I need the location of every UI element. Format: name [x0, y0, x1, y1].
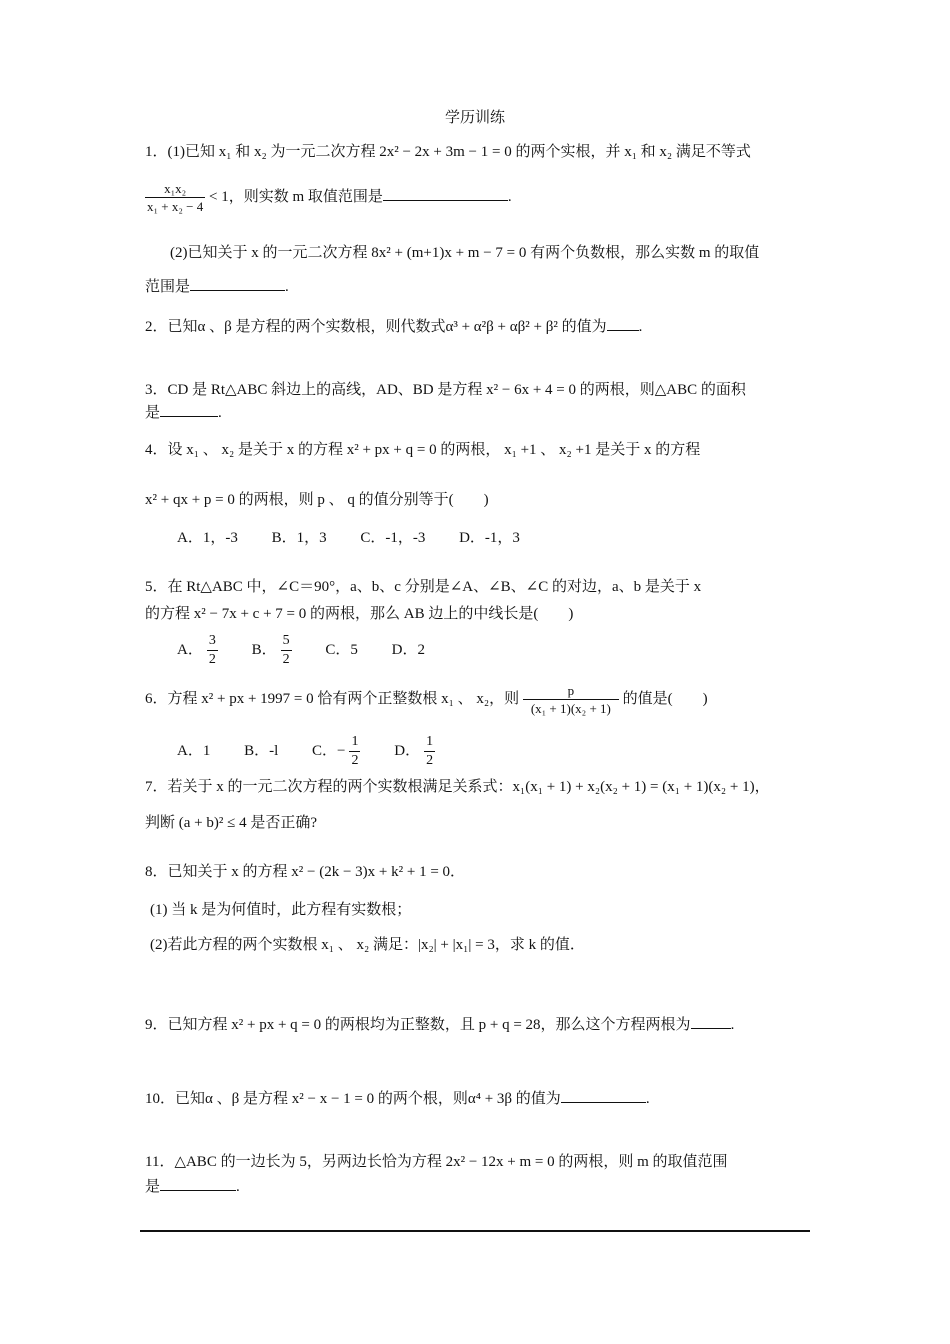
q5-choice-b-label: B． — [251, 641, 277, 658]
q5-choice-b-num: 5 — [281, 632, 292, 651]
q6-choice-d-label: D． — [394, 742, 421, 759]
q5-choices — [177, 632, 455, 669]
q5-choice-b-den: 2 — [282, 652, 290, 667]
q5-choice-a[interactable] — [177, 632, 218, 669]
q1-fraction — [145, 180, 205, 215]
q3-period: . — [218, 405, 222, 421]
q1-frac-num: x₁x₂ — [145, 180, 205, 198]
q6-choice-b[interactable]: B．-l — [244, 742, 279, 759]
q5-choice-a-fraction — [207, 632, 218, 669]
q6-choice-d-fraction — [424, 733, 435, 770]
q4-choices — [177, 528, 550, 548]
q3-line2-text: 是 — [145, 405, 161, 421]
q5-choice-a-num: 3 — [207, 632, 218, 651]
q6-line1-text: 6．方程 x² + px + 1997 = 0 恰有两个正整数根 x₁ 、 x₂，则 — [145, 690, 520, 707]
q6-choice-d-den: 2 — [426, 753, 434, 768]
q11-line1: 11．△ABC 的一边长为 5，另两边长恰为方程 2x² − 12x + m = 0 的两根，则 m 的取值范围 — [145, 1154, 728, 1170]
q10-answer-blank[interactable] — [561, 1088, 646, 1103]
q6-frac-num: p — [523, 682, 619, 700]
q6-line1 — [145, 682, 708, 717]
q3-line2 — [145, 402, 222, 423]
q1-line2-tail: < 1，则实数 m 取值范围是 — [208, 188, 383, 205]
q7-line2: 判断 (a + b)² ≤ 4 是否正确? — [145, 815, 317, 831]
q6-choice-c-fraction — [349, 733, 360, 770]
q4-choice-b[interactable]: B．1，3 — [271, 530, 327, 546]
q3-line1: 3．CD 是 Rt△ABC 斜边上的高线，AD、BD 是方程 x² − 6x + 4 = 0 的两根，则△ABC 的面积 — [145, 382, 746, 398]
q9-text: 9．已知方程 x² + px + q = 0 的两根均为正整数，且 p + q = 28，那么这个方程两根为 — [145, 1017, 691, 1033]
q4-choice-d[interactable]: D．-1，3 — [459, 530, 520, 546]
q11-line2-text: 是 — [145, 1179, 161, 1195]
q1-period-1: . — [507, 188, 512, 205]
q1-line4 — [145, 276, 289, 297]
q11-answer-blank[interactable] — [160, 1176, 236, 1191]
q8-line2: (1) 当 k 是为何值时，此方程有实数根； — [150, 902, 412, 918]
q7-line1: 7．若关于 x 的一元二次方程的两个实数根满足关系式：x₁(x₁ + 1) + x₂(x₂ + 1) = (x₁ + 1)(x₂ + 1)， — [145, 779, 770, 795]
q5-choice-b[interactable] — [252, 632, 292, 669]
q9-period: . — [730, 1017, 735, 1033]
q5-choice-a-label: A． — [177, 641, 203, 658]
q10-period: . — [645, 1091, 650, 1107]
q11-line2 — [145, 1176, 240, 1197]
q2-period: . — [638, 319, 643, 335]
q5-line1: 5．在 Rt△ABC 中，∠C＝90°，a、b、c 分别是∠A、∠B、∠C 的对边，a、b 是关于 x — [145, 579, 702, 595]
footer-rule — [140, 1230, 810, 1232]
q6-fraction — [523, 682, 619, 717]
q4-line1: 4．设 x₁ 、 x₂ 是关于 x 的方程 x² + px + q = 0 的两根， x₁ +1 、 x₂ +1 是关于 x 的方程 — [145, 442, 701, 458]
q1-line1: 1．(1)已知 x₁ 和 x₂ 为一元二次方程 2x² − 2x + 3m − 1 = 0 的两个实根，并 x₁ 和 x₂ 满足不等式 — [145, 144, 751, 160]
q4-choice-c[interactable]: C．-1，-3 — [360, 530, 426, 546]
q11-period: . — [236, 1179, 240, 1195]
q9-line — [145, 1014, 734, 1035]
q6-choice-a[interactable]: A．1 — [177, 742, 211, 759]
q6-choice-d-num: 1 — [424, 733, 435, 752]
q4-line2: x² + qx + p = 0 的两根，则 p 、 q 的值分别等于( ) — [145, 492, 489, 508]
q8-line3: (2)若此方程的两个实数根 x₁ 、 x₂ 满足：|x₂| + |x₁| = 3，求 k 的值． — [150, 937, 585, 953]
q10-line — [145, 1088, 650, 1109]
q4-choice-a[interactable]: A．1，-3 — [177, 530, 238, 546]
q6-choice-c-den: 2 — [351, 753, 359, 768]
q9-answer-blank[interactable] — [691, 1014, 731, 1029]
page-title: 学历训练 — [444, 110, 505, 126]
q6-tail: 的值是( ) — [622, 690, 708, 707]
q1-answer-blank-2[interactable] — [190, 276, 285, 291]
q1-frac-den: x₁ + x₂ − 4 — [147, 199, 204, 214]
q6-choices — [177, 733, 465, 770]
q5-choice-a-den: 2 — [208, 652, 216, 667]
q10-text: 10．已知α 、β 是方程 x² − x − 1 = 0 的两个根，则α⁴ + 3β 的值为 — [145, 1091, 561, 1107]
q2-answer-blank[interactable] — [607, 316, 639, 331]
q8-line1: 8．已知关于 x 的方程 x² − (2k − 3)x + k² + 1 = 0． — [145, 864, 466, 880]
q5-choice-c[interactable]: C．5 — [325, 641, 358, 658]
q1-line4-text: 范围是 — [145, 279, 191, 295]
q5-choice-b-fraction — [281, 632, 292, 669]
q1-answer-blank-1[interactable] — [383, 186, 508, 201]
q6-choice-c-label: C．− — [312, 742, 346, 759]
q1-line2 — [145, 180, 512, 215]
q1-period-2: . — [285, 279, 289, 295]
q2-line — [145, 316, 642, 337]
q6-choice-c[interactable] — [312, 733, 360, 770]
q5-line2: 的方程 x² − 7x + c + 7 = 0 的两根，那么 AB 边上的中线长是( ) — [145, 606, 574, 622]
q1-line3: (2)已知关于 x 的一元二次方程 8x² + (m+1)x + m − 7 = 0 有两个负数根，那么实数 m 的取值 — [170, 245, 760, 261]
q6-choice-d[interactable] — [394, 733, 435, 770]
q3-answer-blank[interactable] — [160, 402, 218, 417]
q6-frac-den: (x₁ + 1)(x₂ + 1) — [530, 701, 611, 716]
q6-choice-c-num: 1 — [349, 733, 360, 752]
q2-text: 2．已知α 、β 是方程的两个实数根，则代数式α³ + α²β + αβ² + β² 的值为 — [145, 319, 607, 335]
q5-choice-d[interactable]: D．2 — [391, 641, 425, 658]
